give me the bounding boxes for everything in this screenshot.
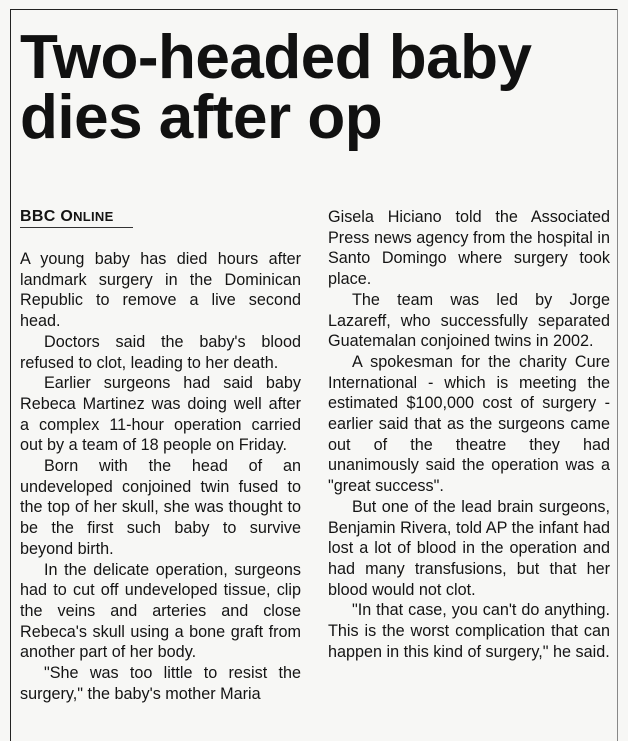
paragraph: In the delicate operation, surgeons had to cut off undeveloped tissue, clip the veins and arteries and close Rebeca's skull using a bone graft from another part of her body. [20, 560, 301, 662]
paragraph: Born with the head of an undeveloped conjoined twin fused to the top of her skull, she was thought to be the first such baby to survive beyond birth. [20, 457, 301, 558]
top-border-rule [10, 9, 618, 10]
headline-line-2: dies after op [20, 83, 383, 152]
paragraph: Doctors said the baby's blood refused to clot, leading to her death. [20, 332, 301, 372]
headline-line-1: Two-headed baby [20, 23, 532, 92]
byline-source: BBC [20, 208, 61, 225]
paragraph: But one of the lead brain surgeons, Benjamin Rivera, told AP the infant had lost a lot of blood in the operation and had many transfusions, but that her blood would not clot. [328, 497, 610, 599]
paragraph: "In that case, you can't do anything. This is the worst complication that can happen in this kind of surgery," he said. [328, 601, 610, 661]
paragraph: Gisela Hiciano told the Associated Press news agency from the hospital in Santo Domingo where surgery took place. [328, 208, 610, 289]
right-border-rule [617, 9, 618, 741]
left-border-rule [10, 9, 11, 741]
paragraph: A spokesman for the charity Cure International - which is meeting the estimated $100,000 cost of surgery - earlier said that as the surgeons came out of the theatre they had unanimously said the operation was a "great success". [328, 352, 610, 496]
byline-source-smallcaps: ONLINE [60, 208, 114, 225]
byline [20, 208, 133, 228]
paragraph: Earlier surgeons had said baby Rebeca Martinez was doing well after a complex 11-hour operation carried out by a team of 18 people on Friday. [20, 374, 301, 455]
paragraph: A young baby has died hours after landmark surgery in the Dominican Republic to remove a live second head. [20, 250, 301, 331]
paragraph: "She was too little to resist the surgery," the baby's mother Maria [20, 664, 301, 703]
paragraph: The team was led by Jorge Lazareff, who successfully separated Guatemalan conjoined twins in 2002. [328, 290, 610, 351]
article-column-1 [20, 249, 301, 704]
headline [20, 23, 610, 152]
article-column-2 [328, 207, 610, 662]
